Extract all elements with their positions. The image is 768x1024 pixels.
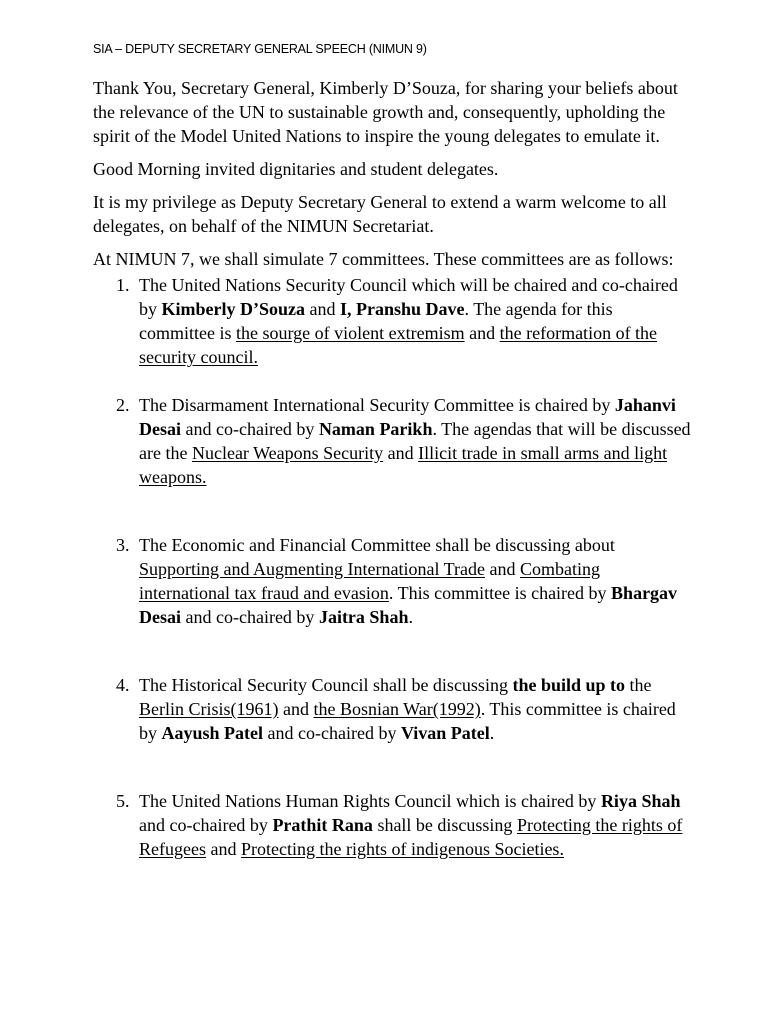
list-item bbox=[93, 393, 693, 489]
chair-name: Riya Shah bbox=[600, 791, 681, 811]
agenda-1: the sourge of violent extremism bbox=[235, 323, 465, 343]
item-text: The Historical Security Council shall be discussing bbox=[139, 675, 513, 695]
paragraph-committees-intro: At NIMUN 7, we shall simulate 7 committees. These committees are as follows: bbox=[93, 249, 674, 269]
item-text: The United Nations Security Council which will be chaired and co-chaired by bbox=[139, 275, 678, 319]
list-item bbox=[93, 789, 693, 861]
item-text: the bbox=[625, 675, 652, 695]
item-text: . bbox=[408, 607, 413, 627]
agenda-2: Combating international tax fraud and evasion bbox=[139, 559, 600, 603]
item-text: and bbox=[464, 323, 500, 343]
paragraph-greeting: Good Morning invited dignitaries and student delegates. bbox=[93, 159, 499, 179]
item-text: and bbox=[305, 299, 340, 319]
list-item bbox=[93, 273, 693, 369]
agenda-2: Illicit trade in small arms and light weapons. bbox=[139, 443, 668, 487]
chair-name: Jahanvi Desai bbox=[139, 395, 676, 439]
item-text: The Economic and Financial Committee shall be discussing about bbox=[139, 535, 615, 555]
item-text: The United Nations Human Rights Council which is chaired by bbox=[139, 791, 601, 811]
agenda-2: the reformation of the security council. bbox=[139, 323, 658, 367]
agenda-2: Protecting the rights of indigenous Societies. bbox=[240, 839, 564, 859]
chair-name: Aayush Patel bbox=[161, 723, 264, 743]
committee-list bbox=[93, 273, 693, 861]
paragraph-welcome: It is my privilege as Deputy Secretary General to extend a warm welcome to all delegates, on behalf of the NIMUN Secretariat. bbox=[93, 192, 667, 236]
cochair-name: Naman Parikh bbox=[318, 419, 433, 439]
cochair-name: Jaitra Shah bbox=[318, 607, 409, 627]
item-text: and co-chaired by bbox=[181, 419, 319, 439]
agenda-1: Nuclear Weapons Security bbox=[191, 443, 384, 463]
item-text: shall be discussing bbox=[372, 815, 517, 835]
list-number: 2. bbox=[116, 395, 130, 415]
item-text: and co-chaired by bbox=[139, 815, 273, 835]
chair-name: Kimberly D’Souza bbox=[161, 299, 305, 319]
item-text: . The agenda for this committee is bbox=[139, 299, 613, 343]
cochair-name: Vivan Patel bbox=[400, 723, 490, 743]
item-text: and bbox=[278, 699, 314, 719]
speech-body bbox=[93, 76, 693, 861]
chair-name: Bhargav Desai bbox=[139, 583, 678, 627]
page-header: SIA – DEPUTY SECRETARY GENERAL SPEECH (NIMUN 9) bbox=[93, 42, 427, 56]
agenda-1: Berlin Crisis(1961) bbox=[139, 699, 279, 719]
list-item bbox=[93, 673, 693, 745]
item-text: and bbox=[484, 559, 520, 579]
item-text: and bbox=[383, 443, 419, 463]
agenda-1: Protecting the rights of Refugees bbox=[139, 815, 683, 859]
list-number: 4. bbox=[116, 675, 130, 695]
paragraph-thanks: Thank You, Secretary General, Kimberly D’Souza, for sharing your beliefs about the relevance of the UN to sustainable growth and, consequently, upholding the spirit of the Model United Nations to inspire the young delegates to emulate it. bbox=[93, 78, 678, 146]
item-text: . bbox=[489, 723, 495, 743]
item-text: The Disarmament International Security Committee is chaired by bbox=[139, 395, 615, 415]
list-item bbox=[93, 533, 693, 629]
agenda-2: the Bosnian War(1992) bbox=[313, 699, 481, 719]
item-text: and co-chaired by bbox=[181, 607, 319, 627]
item-text: . This committee is chaired by bbox=[388, 583, 612, 603]
list-number: 3. bbox=[116, 535, 130, 555]
item-text: . This committee is chaired by bbox=[139, 699, 676, 743]
list-number: 1. bbox=[116, 275, 130, 295]
item-text: . The agendas that will be discussed are the bbox=[139, 419, 691, 463]
item-text: and bbox=[205, 839, 241, 859]
item-text: and co-chaired by bbox=[263, 723, 401, 743]
agenda-1: Supporting and Augmenting International Trade bbox=[139, 559, 485, 579]
list-number: 5. bbox=[116, 791, 130, 811]
emphasis-text: the build up to bbox=[512, 675, 625, 695]
cochair-name: I, Pranshu Dave bbox=[340, 299, 465, 319]
cochair-name: Prathit Rana bbox=[272, 815, 373, 835]
